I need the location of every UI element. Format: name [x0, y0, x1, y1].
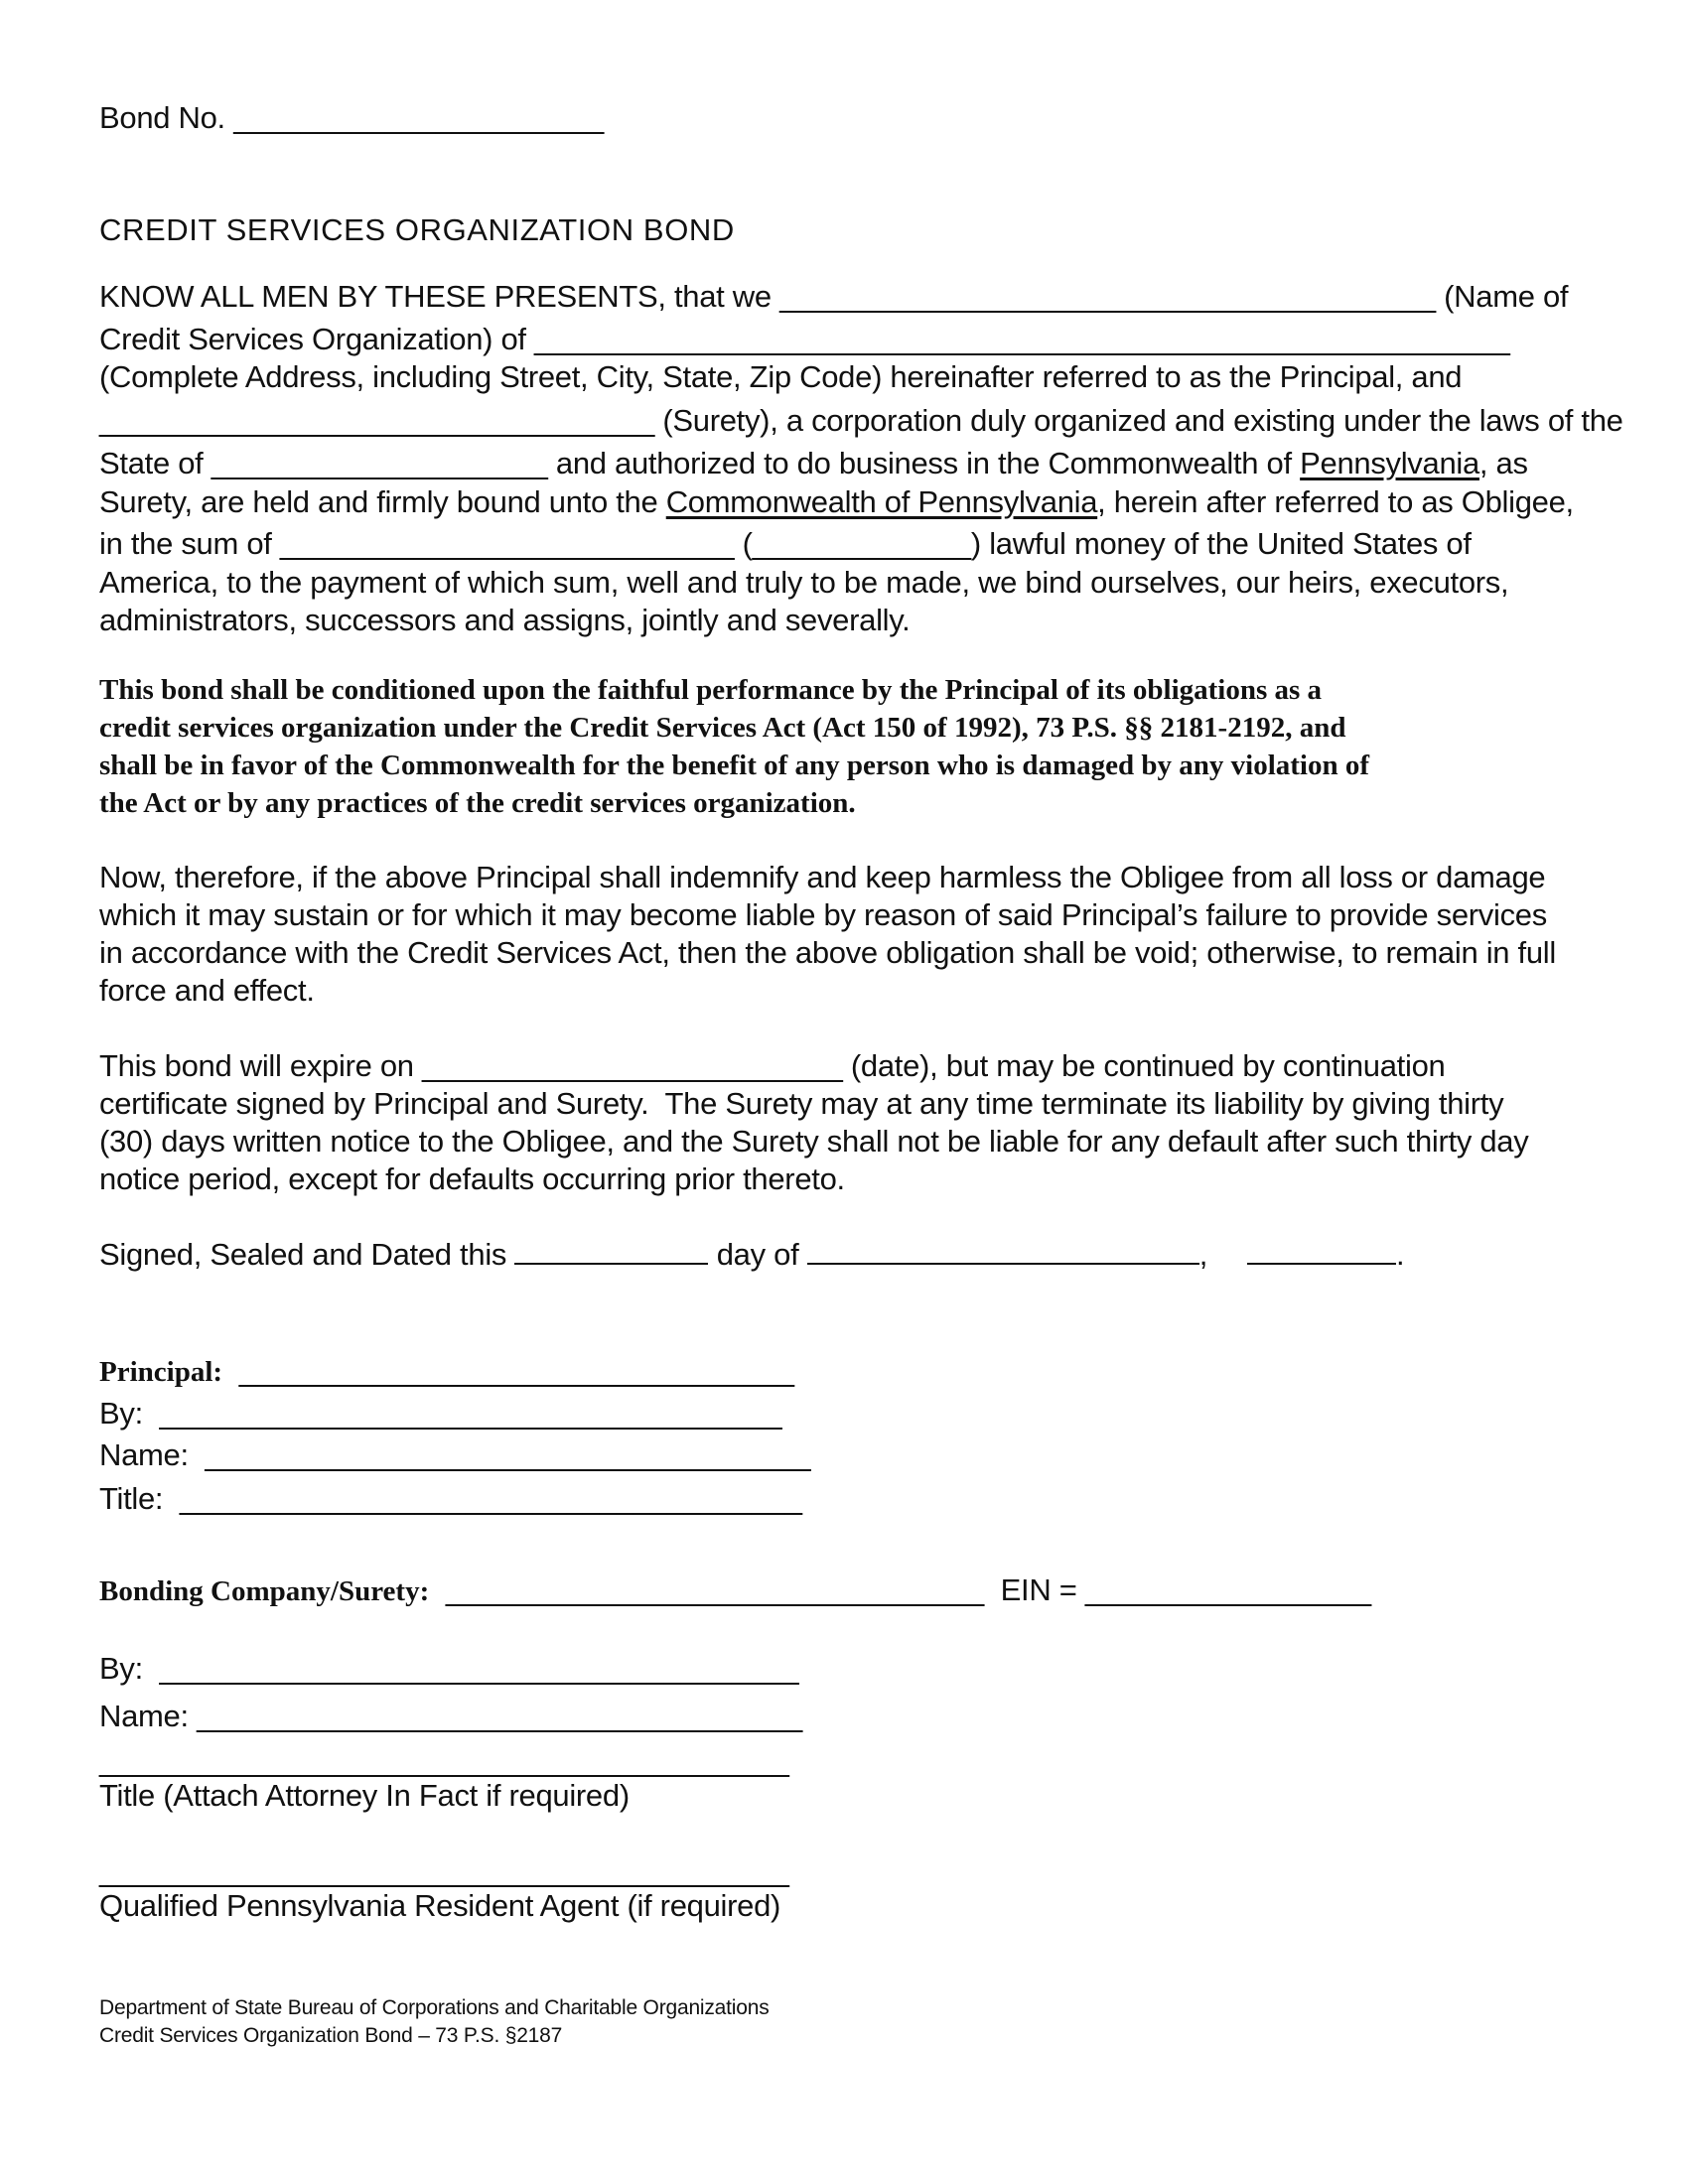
condition-line-3: shall be in favor of the Commonwealth for the benefit of any person who is damaged by any violation of [99, 750, 1370, 781]
signed-text: Signed, Sealed and Dated this [99, 1237, 515, 1272]
principal-field[interactable]: _________________________________ [238, 1353, 794, 1388]
indemnify-line-2: which it may sustain or for which it may become liable by reason of said Principal’s failure to provide services [99, 897, 1547, 932]
intro-line-2: Credit Services Organization) of __________________________________________________________ [99, 322, 1510, 356]
expire-line-1: This bond will expire on _________________________ (date), but may be continued by continuation [99, 1048, 1446, 1083]
intro-line-6 [99, 483, 1574, 521]
signed-line [99, 1236, 1404, 1274]
bond-number-label: Bond No. [99, 100, 225, 135]
pennsylvania-underlined: Pennsylvania [1300, 446, 1479, 480]
intro-line-7: in the sum of ___________________________ (_____________) lawful money of the United States of [99, 526, 1472, 561]
signed-period: . [1396, 1237, 1405, 1272]
principal-line [99, 1352, 794, 1391]
footer-form-reference: Credit Services Organization Bond – 73 P.S. §2187 [99, 2024, 563, 2047]
commonwealth-underlined: Commonwealth of Pennsylvania [665, 484, 1098, 519]
signed-month-field[interactable] [807, 1239, 1199, 1265]
surety-name-field[interactable]: Name: ____________________________________ [99, 1699, 802, 1733]
day-of-text: day of [708, 1237, 807, 1272]
principal-title-field[interactable]: Title: _____________________________________ [99, 1481, 802, 1516]
intro-line-5 [99, 445, 1528, 482]
intro-line-9: administrators, successors and assigns, jointly and severally. [99, 603, 911, 637]
surety-title-label: Title (Attach Attorney In Fact if required) [99, 1778, 630, 1813]
intro-line-5-text: State of ____________________ and authorized to do business in the Commonwealth of [99, 446, 1301, 480]
principal-name-field[interactable]: Name: ____________________________________ [99, 1437, 811, 1472]
document-title: CREDIT SERVICES ORGANIZATION BOND [99, 212, 735, 247]
surety-field[interactable]: ________________________________ [445, 1572, 984, 1607]
intro-line-1: KNOW ALL MEN BY THESE PRESENTS, that we _______________________________________ (Name of [99, 279, 1569, 314]
bond-number-line [99, 99, 604, 137]
intro-line-6-end: , herein after referred to as Obligee, [1097, 484, 1574, 519]
surety-by-field[interactable]: By: ______________________________________ [99, 1651, 799, 1686]
surety-line [99, 1571, 1371, 1610]
resident-agent-field[interactable]: _________________________________________ [99, 1853, 789, 1888]
indemnify-line-4: force and effect. [99, 973, 315, 1008]
resident-agent-label: Qualified Pennsylvania Resident Agent (if required) [99, 1888, 781, 1923]
bond-number-field[interactable]: ______________________ [233, 100, 604, 135]
surety-label: Bonding Company/Surety: [99, 1575, 430, 1607]
signed-year-field[interactable] [1247, 1239, 1396, 1265]
condition-line-1: This bond shall be conditioned upon the faithful performance by the Principal of its obligations as a [99, 674, 1323, 706]
expire-line-3: (30) days written notice to the Obligee, and the Surety shall not be liable for any default after such thirty day [99, 1124, 1529, 1159]
intro-line-6-text: Surety, are held and firmly bound unto the [99, 484, 666, 519]
indemnify-line-3: in accordance with the Credit Services Act, then the above obligation shall be void; otherwise, to remain in full [99, 935, 1556, 970]
intro-line-8: America, to the payment of which sum, well and truly to be made, we bind ourselves, our heirs, executors, [99, 565, 1509, 600]
signed-comma: , [1198, 1237, 1208, 1272]
footer-department: Department of State Bureau of Corporations and Charitable Organizations [99, 1996, 770, 2019]
expire-line-2: certificate signed by Principal and Surety. The Surety may at any time terminate its liability by giving thirty [99, 1086, 1504, 1121]
expire-line-4: notice period, except for defaults occurring prior thereto. [99, 1161, 845, 1196]
intro-line-3: (Complete Address, including Street, City, State, Zip Code) hereinafter referred to as the Principal, and [99, 359, 1463, 394]
condition-line-2: credit services organization under the Credit Services Act (Act 150 of 1992), 73 P.S. §§ 2181-2192, and [99, 712, 1346, 744]
surety-title-field[interactable]: _________________________________________ [99, 1743, 789, 1778]
signed-day-field[interactable] [514, 1239, 708, 1265]
intro-line-5-end: , as [1478, 446, 1528, 480]
principal-label: Principal: [99, 1356, 223, 1388]
ein-field[interactable]: EIN = _________________ [1000, 1572, 1371, 1607]
indemnify-line-1: Now, therefore, if the above Principal shall indemnify and keep harmless the Obligee from all loss or damage [99, 860, 1546, 894]
principal-by-field[interactable]: By: _____________________________________ [99, 1396, 782, 1431]
intro-line-4: _________________________________ (Surety), a corporation duly organized and existing under the laws of the [99, 403, 1623, 438]
condition-line-4: the Act or by any practices of the credit services organization. [99, 787, 856, 819]
